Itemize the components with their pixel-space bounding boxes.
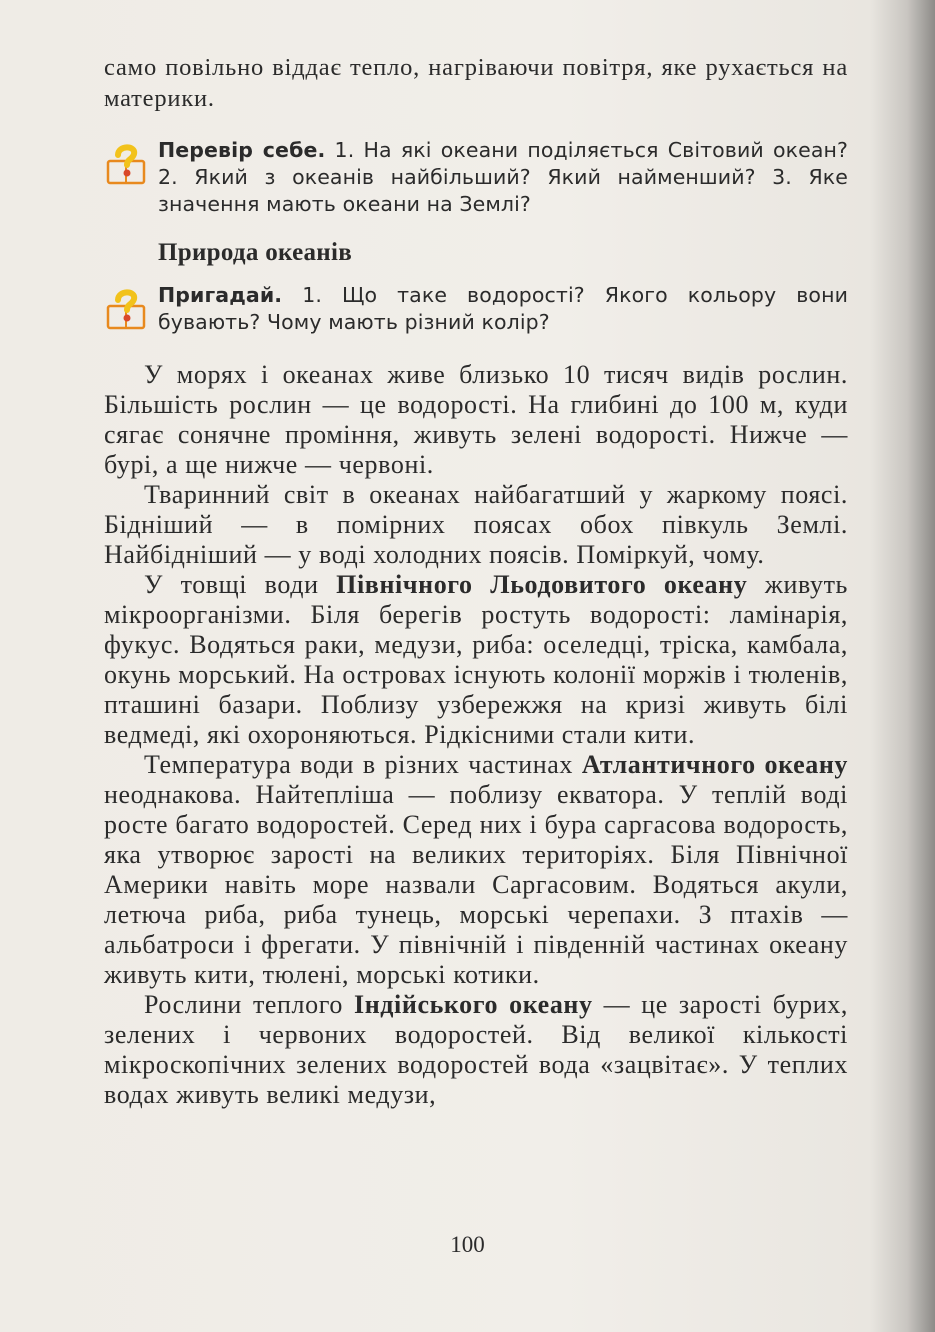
paragraph-arctic-ocean xyxy=(104,570,848,750)
recall-questions: 1. Що таке водорості? Якого кольору вони бувають? Чому мають різний колір? xyxy=(158,283,848,334)
check-yourself-questions: 1. На які океани поділяється Світовий океан? 2. Який з океанів найбільший? Який найменший? 3. Яке значення мають океани на Землі? xyxy=(158,138,848,216)
paragraph-plants: У морях і океанах живе близько 10 тисяч видів рослин. Більшість рослин — це водорості. На глибині до 100 м, куди сягає сонячне проміння, живуть зелені водорості. Нижче — бурі, а ще нижче — червоні. xyxy=(104,360,848,479)
paragraph-text: Температура води в різних частинах xyxy=(144,750,582,779)
paragraph-text: — це зарості бурих, зелених і червоних водоростей. Від великої кількості мікроскопічних зелених водоростей вода «зацвітає». У теплих водах живуть великі медузи, xyxy=(104,990,848,1109)
check-yourself-title: Перевір себе. xyxy=(158,138,326,162)
recall-box xyxy=(104,282,848,336)
paragraph-text: живуть мікроорганізми. Біля берегів ростуть водорості: ламінарія, фукус. Водяться раки, медузи, риба: оселедці, тріска, камбала, окунь морський. На островах існують колонії моржів і тюленів, пташині базари. Поблизу узбережжя на кризі живуть білі ведмеді, які охороняються. Рідкісними стали кити. xyxy=(104,570,848,749)
page-content xyxy=(104,52,848,1110)
paragraph-text: У товщі води xyxy=(144,570,337,599)
paragraph-text: неоднакова. Найтепліша — поблизу екватора. У теплій воді росте багато водоростей. Серед них і бура саргасова водорость, яка утворює зарості на великих територіях. Біля Північної Америки навіть море назвали Саргасовим. Водяться акули, летюча риба, риба тунець, морські черепахи. З птахів — альбатроси і фрегати. У північній і південній частинах океану живуть кити, тюлені, морські котики. xyxy=(104,780,848,989)
page-number: 100 xyxy=(450,1232,485,1257)
check-yourself-box xyxy=(104,137,848,218)
paragraph-atlantic-ocean xyxy=(104,750,848,990)
ocean-name-arctic: Північного Льодовитого океану xyxy=(336,570,748,599)
intro-paragraph: само повільно віддає тепло, нагріваючи повітря, яке рухається на материки. xyxy=(104,54,848,112)
recall-title: Пригадай. xyxy=(158,283,283,307)
paragraph-animals: Тваринний світ в океанах найбагатший у жаркому поясі. Бідніший — в помірних поясах обох півкуль Землі. Найбідніший — у воді холодних поясів. Поміркуй, чому. xyxy=(104,480,848,569)
ocean-name-indian: Індійського океану xyxy=(353,990,593,1019)
ocean-name-atlantic: Атлантичного океану xyxy=(581,750,849,779)
paragraph-text: Рослини теплого xyxy=(144,990,354,1019)
question-book-icon xyxy=(104,141,148,185)
question-book-icon xyxy=(104,286,148,330)
paragraph-indian-ocean xyxy=(104,990,848,1110)
section-title: Природа океанів xyxy=(158,239,353,266)
